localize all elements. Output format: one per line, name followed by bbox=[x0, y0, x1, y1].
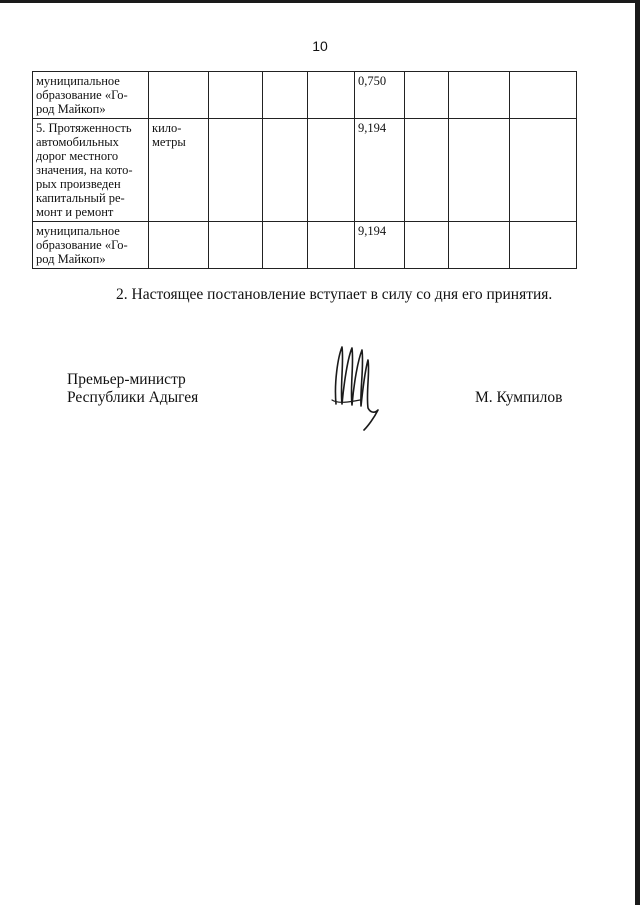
table-cell bbox=[209, 222, 263, 269]
signatory-title-line2: Республики Адыгея bbox=[67, 389, 199, 406]
cell-line: образование «Го- bbox=[36, 88, 128, 102]
table-row bbox=[33, 72, 577, 119]
table-cell bbox=[308, 72, 355, 119]
cell-line: автомобильных bbox=[36, 135, 119, 149]
table-cell bbox=[449, 119, 510, 222]
cell-line: 0,750 bbox=[358, 74, 387, 88]
cell-line: дорог местного bbox=[36, 149, 119, 163]
scan-right-edge bbox=[635, 0, 640, 905]
cell-line: 5. Протяженность bbox=[36, 121, 132, 135]
cell-line: значения, на кото- bbox=[36, 163, 133, 177]
table-row bbox=[33, 119, 577, 222]
table-cell bbox=[209, 119, 263, 222]
cell-line: образование «Го- bbox=[36, 238, 128, 252]
handwritten-signature bbox=[330, 342, 390, 432]
signatory-name: М. Кумпилов bbox=[475, 389, 563, 406]
table-cell bbox=[263, 119, 308, 222]
clause-text: 2. Настоящее постановление вступает в силу со дня его принятия. bbox=[116, 286, 553, 303]
table-cell bbox=[355, 72, 405, 119]
table-cell bbox=[449, 72, 510, 119]
signatory-title bbox=[67, 371, 198, 407]
table-cell bbox=[449, 222, 510, 269]
table-cell bbox=[33, 119, 149, 222]
table-cell bbox=[510, 119, 577, 222]
table-cell bbox=[263, 72, 308, 119]
cell-line: муниципальное bbox=[36, 74, 120, 88]
table-cell bbox=[405, 72, 449, 119]
table-cell bbox=[209, 72, 263, 119]
scan-top-edge bbox=[0, 0, 640, 3]
signatory-title-line1: Премьер-министр bbox=[67, 371, 186, 388]
table-cell bbox=[33, 222, 149, 269]
cell-line: кило- bbox=[152, 121, 182, 135]
table-cell bbox=[263, 222, 308, 269]
cell-line: метры bbox=[152, 135, 186, 149]
table-cell bbox=[33, 72, 149, 119]
cell-line: 9,194 bbox=[358, 121, 387, 135]
cell-line: род Майкоп» bbox=[36, 252, 106, 266]
table-cell bbox=[149, 119, 209, 222]
table-cell bbox=[149, 72, 209, 119]
table-cell bbox=[308, 222, 355, 269]
table-cell bbox=[510, 72, 577, 119]
cell-line: рых произведен bbox=[36, 177, 121, 191]
cell-line: монт и ремонт bbox=[36, 205, 114, 219]
page-number: 10 bbox=[312, 38, 328, 54]
table-cell bbox=[510, 222, 577, 269]
cell-line: 9,194 bbox=[358, 224, 387, 238]
table-cell bbox=[308, 119, 355, 222]
data-table bbox=[32, 71, 577, 269]
table-row bbox=[33, 222, 577, 269]
table-cell bbox=[355, 222, 405, 269]
table-cell bbox=[149, 222, 209, 269]
cell-line: капитальный ре- bbox=[36, 191, 125, 205]
table-cell bbox=[405, 119, 449, 222]
table-cell bbox=[355, 119, 405, 222]
table-cell bbox=[405, 222, 449, 269]
cell-line: муниципальное bbox=[36, 224, 120, 238]
cell-line: род Майкоп» bbox=[36, 102, 106, 116]
